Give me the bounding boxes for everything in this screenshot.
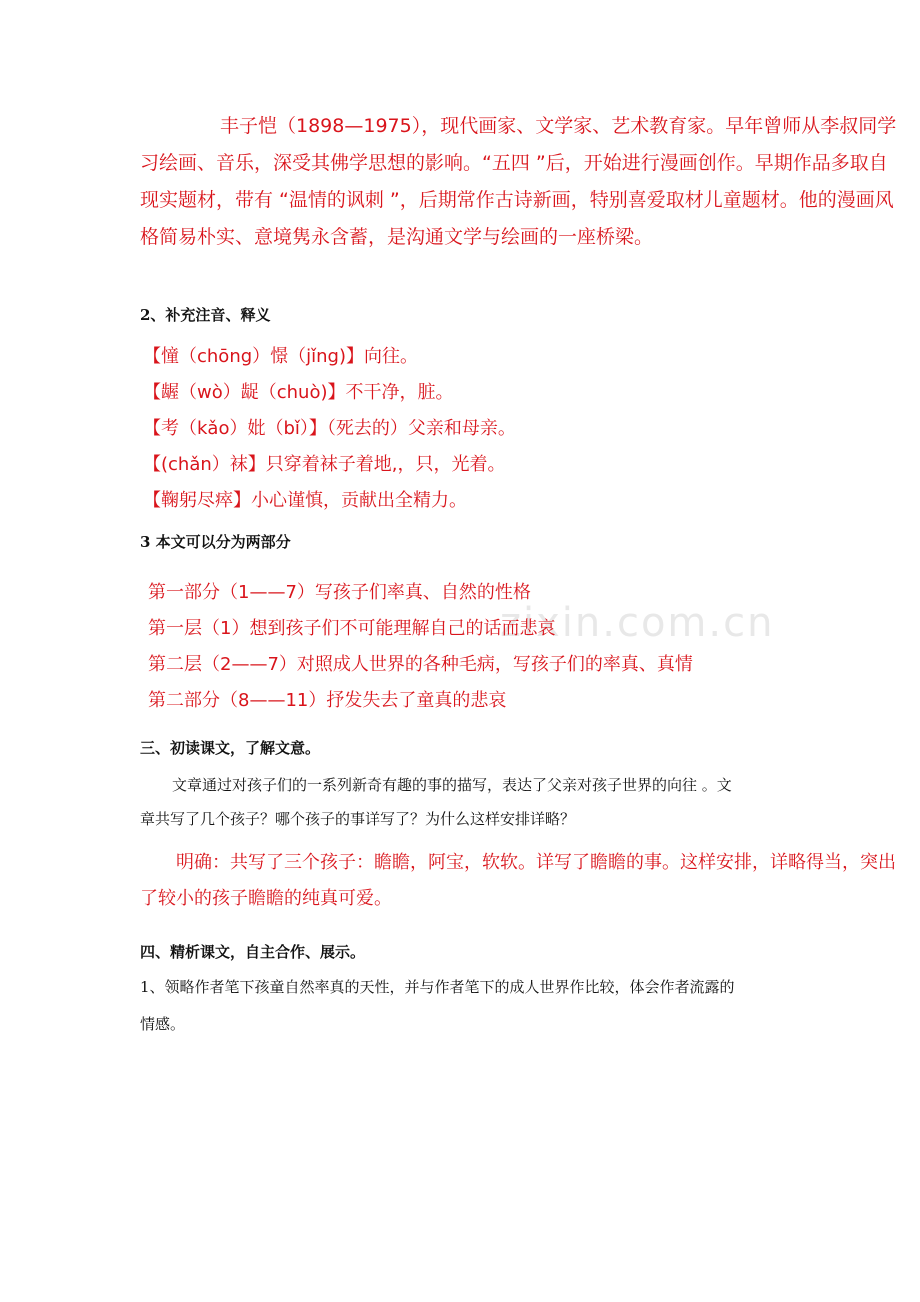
author-bio: [140, 108, 900, 256]
section-2-heading: 2、补充注音、释义: [140, 306, 271, 324]
task-line-1: 1、领略作者笔下孩童自然率真的天性，并与作者笔下的成人世界作比较，体会作者流露的: [140, 978, 735, 996]
task-line-2: 情感。: [140, 1015, 186, 1033]
section-3-heading: 3 本文可以分为两部分: [140, 533, 291, 551]
question-line-1: 文章通过对孩子们的一系列新奇有趣的事的描写，表达了父亲对孩子世界的向往 。文: [172, 776, 732, 794]
vocab-item: 【憧（chōng）憬（jǐng)】向往。: [143, 346, 419, 367]
question-line-2: 章共写了几个孩子？哪个孩子的事详写了？为什么这样安排详略？: [140, 810, 576, 828]
section-three-heading: 三、初读课文，了解文意。: [140, 739, 321, 757]
structure-item: 第二部分（8——11）抒发失去了童真的悲哀: [148, 690, 507, 711]
author-bio-text: 丰子恺（1898—1975），现代画家、文学家、艺术教育家。早年曾师从李叔同学习绘画、音乐，深受其佛学思想的影响。“五四 ”后，开始进行漫画创作。早期作品多取自现实题材，带有 “温情的讽刺 ”，后期常作古诗新画，特别喜爱取材儿童题材。他的漫画风格简易朴实、意境隽永含蓄，是沟通文学与绘画的一座桥梁。: [140, 115, 897, 248]
structure-item: 第一层（1）想到孩子们不可能理解自己的话而悲哀: [148, 618, 556, 639]
vocab-item: 【鞠躬尽瘁】小心谨慎，贡献出全精力。: [143, 490, 467, 511]
vocab-item: 【考（kǎo）妣（bǐ）】（死去的）父亲和母亲。: [143, 418, 516, 439]
vocab-item: 【(chǎn）袜】只穿着袜子着地,，只，光着。: [143, 454, 506, 475]
vocab-item: 【龌（wò）龊（chuò)】不干净，脏。: [143, 382, 454, 403]
answer-block: [140, 845, 910, 917]
section-four-heading: 四、精析课文，自主合作、展示。: [140, 943, 366, 961]
structure-item: 第二层（2——7）对照成人世界的各种毛病，写孩子们的率真、真情: [148, 654, 693, 675]
answer-text: 明确：共写了三个孩子：瞻瞻，阿宝，软软。详写了瞻瞻的事。这样安排，详略得当，突出了较小的孩子瞻瞻的纯真可爱。: [140, 852, 896, 909]
structure-item: 第一部分（1——7）写孩子们率真、自然的性格: [148, 582, 531, 603]
watermark: zixin.com.cn: [500, 600, 775, 646]
